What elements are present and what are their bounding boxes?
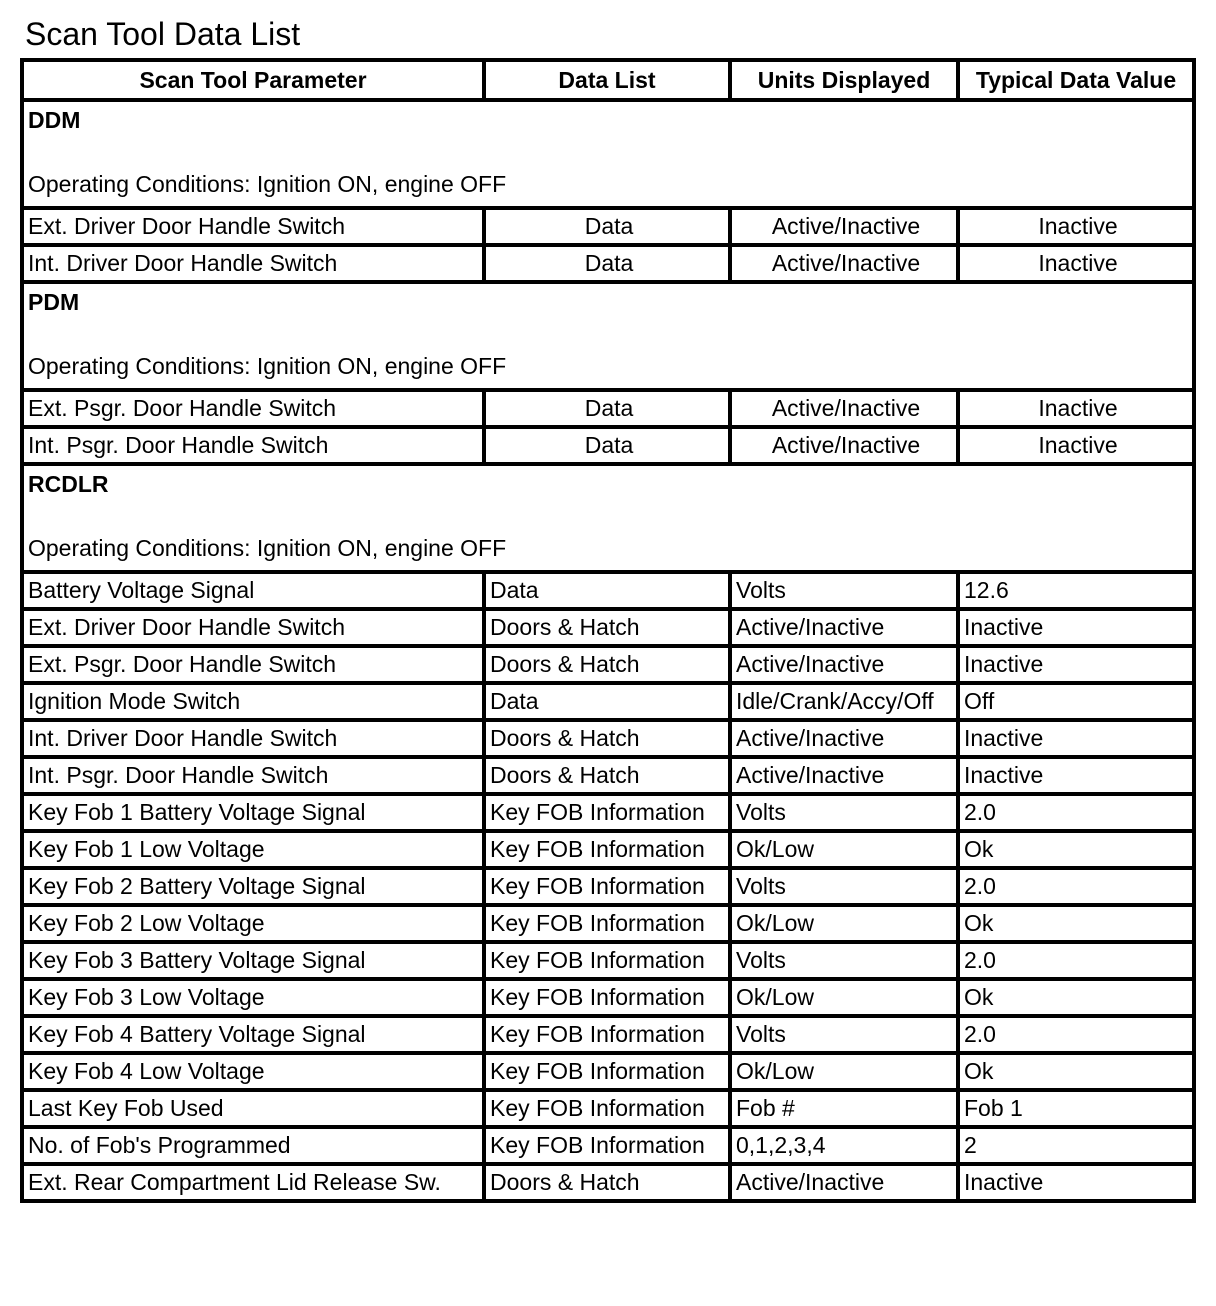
units-cell: Volts bbox=[730, 794, 958, 831]
data-list-cell: Key FOB Information bbox=[484, 905, 730, 942]
parameter-cell: Int. Driver Door Handle Switch bbox=[22, 720, 484, 757]
table-row bbox=[22, 720, 1194, 757]
units-cell: Volts bbox=[730, 572, 958, 609]
units-cell: Active/Inactive bbox=[730, 757, 958, 794]
table-header-row bbox=[22, 60, 1194, 100]
table-row bbox=[22, 905, 1194, 942]
table-row bbox=[22, 609, 1194, 646]
data-list-cell: Data bbox=[484, 572, 730, 609]
units-cell: Active/Inactive bbox=[730, 609, 958, 646]
units-cell: Active/Inactive bbox=[730, 390, 958, 427]
section-row-rcdlr bbox=[22, 464, 1194, 572]
parameter-cell: No. of Fob's Programmed bbox=[22, 1127, 484, 1164]
parameter-cell: Ext. Psgr. Door Handle Switch bbox=[22, 646, 484, 683]
section-header-cell bbox=[22, 282, 1194, 390]
section-name: DDM bbox=[28, 107, 81, 133]
units-cell: Volts bbox=[730, 1016, 958, 1053]
typical-value-cell: 2.0 bbox=[958, 942, 1194, 979]
parameter-cell: Ext. Driver Door Handle Switch bbox=[22, 208, 484, 245]
data-list-cell: Data bbox=[484, 208, 730, 245]
data-list-cell: Key FOB Information bbox=[484, 794, 730, 831]
table-row bbox=[22, 683, 1194, 720]
typical-value-cell: 2.0 bbox=[958, 794, 1194, 831]
data-list-cell: Doors & Hatch bbox=[484, 646, 730, 683]
data-list-cell: Key FOB Information bbox=[484, 1090, 730, 1127]
data-list-cell: Doors & Hatch bbox=[484, 757, 730, 794]
typical-value-cell: Inactive bbox=[958, 245, 1194, 282]
table-row bbox=[22, 831, 1194, 868]
section-row-ddm bbox=[22, 100, 1194, 208]
parameter-cell: Int. Driver Door Handle Switch bbox=[22, 245, 484, 282]
typical-value-cell: Inactive bbox=[958, 720, 1194, 757]
parameter-cell: Ext. Driver Door Handle Switch bbox=[22, 609, 484, 646]
parameter-cell: Key Fob 4 Low Voltage bbox=[22, 1053, 484, 1090]
typical-value-cell: Inactive bbox=[958, 390, 1194, 427]
typical-value-cell: Inactive bbox=[958, 1164, 1194, 1201]
data-list-cell: Doors & Hatch bbox=[484, 720, 730, 757]
units-cell: 0,1,2,3,4 bbox=[730, 1127, 958, 1164]
typical-value-cell: Inactive bbox=[958, 208, 1194, 245]
typical-value-cell: Inactive bbox=[958, 427, 1194, 464]
data-list-cell: Data bbox=[484, 390, 730, 427]
column-header-parameter: Scan Tool Parameter bbox=[22, 60, 484, 100]
parameter-cell: Last Key Fob Used bbox=[22, 1090, 484, 1127]
typical-value-cell: 2.0 bbox=[958, 868, 1194, 905]
parameter-cell: Battery Voltage Signal bbox=[22, 572, 484, 609]
units-cell: Volts bbox=[730, 868, 958, 905]
units-cell: Active/Inactive bbox=[730, 646, 958, 683]
parameter-cell: Key Fob 2 Low Voltage bbox=[22, 905, 484, 942]
parameter-cell: Int. Psgr. Door Handle Switch bbox=[22, 427, 484, 464]
parameter-cell: Ext. Rear Compartment Lid Release Sw. bbox=[22, 1164, 484, 1201]
typical-value-cell: Ok bbox=[958, 979, 1194, 1016]
units-cell: Active/Inactive bbox=[730, 720, 958, 757]
data-list-cell: Key FOB Information bbox=[484, 1127, 730, 1164]
table-row bbox=[22, 646, 1194, 683]
units-cell: Active/Inactive bbox=[730, 1164, 958, 1201]
table-row bbox=[22, 245, 1194, 282]
operating-conditions: Operating Conditions: Ignition ON, engine OFF bbox=[28, 171, 507, 197]
units-cell: Active/Inactive bbox=[730, 245, 958, 282]
table-row bbox=[22, 572, 1194, 609]
parameter-cell: Key Fob 1 Battery Voltage Signal bbox=[22, 794, 484, 831]
section-header-cell bbox=[22, 100, 1194, 208]
section-name: RCDLR bbox=[28, 471, 109, 497]
units-cell: Active/Inactive bbox=[730, 427, 958, 464]
typical-value-cell: 12.6 bbox=[958, 572, 1194, 609]
units-cell: Volts bbox=[730, 942, 958, 979]
units-cell: Active/Inactive bbox=[730, 208, 958, 245]
column-header-data-list: Data List bbox=[484, 60, 730, 100]
section-row-pdm bbox=[22, 282, 1194, 390]
data-list-cell: Key FOB Information bbox=[484, 979, 730, 1016]
table-row bbox=[22, 1127, 1194, 1164]
typical-value-cell: Inactive bbox=[958, 646, 1194, 683]
units-cell: Ok/Low bbox=[730, 979, 958, 1016]
units-cell: Ok/Low bbox=[730, 1053, 958, 1090]
data-list-cell: Key FOB Information bbox=[484, 868, 730, 905]
table-row bbox=[22, 427, 1194, 464]
data-list-cell: Data bbox=[484, 683, 730, 720]
table-row bbox=[22, 1090, 1194, 1127]
section-header-cell bbox=[22, 464, 1194, 572]
typical-value-cell: Inactive bbox=[958, 757, 1194, 794]
operating-conditions: Operating Conditions: Ignition ON, engine OFF bbox=[28, 353, 507, 379]
column-header-typical-value: Typical Data Value bbox=[958, 60, 1194, 100]
table-row bbox=[22, 868, 1194, 905]
table-row bbox=[22, 942, 1194, 979]
units-cell: Fob # bbox=[730, 1090, 958, 1127]
typical-value-cell: Ok bbox=[958, 905, 1194, 942]
typical-value-cell: Ok bbox=[958, 1053, 1194, 1090]
data-list-cell: Key FOB Information bbox=[484, 1053, 730, 1090]
typical-value-cell: 2.0 bbox=[958, 1016, 1194, 1053]
table-row bbox=[22, 1053, 1194, 1090]
table-row bbox=[22, 794, 1194, 831]
parameter-cell: Ignition Mode Switch bbox=[22, 683, 484, 720]
data-list-cell: Data bbox=[484, 427, 730, 464]
table-row bbox=[22, 390, 1194, 427]
data-list-cell: Key FOB Information bbox=[484, 942, 730, 979]
typical-value-cell: Off bbox=[958, 683, 1194, 720]
table-row bbox=[22, 1016, 1194, 1053]
data-list-cell: Data bbox=[484, 245, 730, 282]
typical-value-cell: Fob 1 bbox=[958, 1090, 1194, 1127]
table-row bbox=[22, 208, 1194, 245]
parameter-cell: Key Fob 3 Battery Voltage Signal bbox=[22, 942, 484, 979]
section-name: PDM bbox=[28, 289, 80, 315]
parameter-cell: Key Fob 3 Low Voltage bbox=[22, 979, 484, 1016]
column-header-units: Units Displayed bbox=[730, 60, 958, 100]
parameter-cell: Key Fob 1 Low Voltage bbox=[22, 831, 484, 868]
data-list-cell: Key FOB Information bbox=[484, 1016, 730, 1053]
table-row bbox=[22, 1164, 1194, 1201]
parameter-cell: Key Fob 2 Battery Voltage Signal bbox=[22, 868, 484, 905]
units-cell: Ok/Low bbox=[730, 905, 958, 942]
operating-conditions: Operating Conditions: Ignition ON, engine OFF bbox=[28, 535, 507, 561]
data-list-cell: Key FOB Information bbox=[484, 831, 730, 868]
page-title: Scan Tool Data List bbox=[25, 16, 301, 52]
table-body bbox=[22, 100, 1194, 1201]
data-list-cell: Doors & Hatch bbox=[484, 1164, 730, 1201]
table-row bbox=[22, 757, 1194, 794]
parameter-cell: Key Fob 4 Battery Voltage Signal bbox=[22, 1016, 484, 1053]
data-list-cell: Doors & Hatch bbox=[484, 609, 730, 646]
units-cell: Ok/Low bbox=[730, 831, 958, 868]
scan-tool-data-table bbox=[20, 58, 1196, 1203]
typical-value-cell: Inactive bbox=[958, 609, 1194, 646]
typical-value-cell: 2 bbox=[958, 1127, 1194, 1164]
units-cell: Idle/Crank/Accy/Off bbox=[730, 683, 958, 720]
typical-value-cell: Ok bbox=[958, 831, 1194, 868]
table-row bbox=[22, 979, 1194, 1016]
parameter-cell: Int. Psgr. Door Handle Switch bbox=[22, 757, 484, 794]
parameter-cell: Ext. Psgr. Door Handle Switch bbox=[22, 390, 484, 427]
